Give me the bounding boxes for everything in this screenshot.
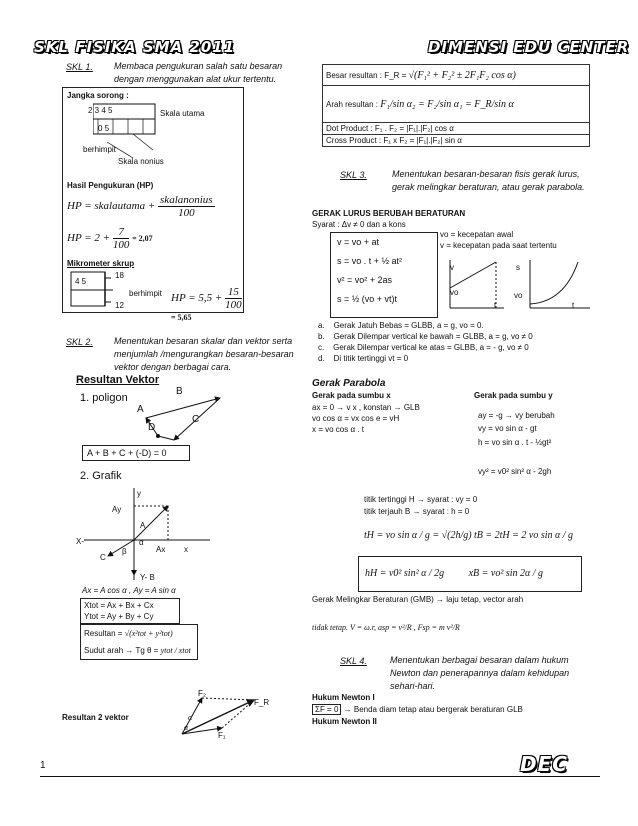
gmb-line1: Gerak Melingkar Beraturan (GMB) → laju tetap, vector arah [312, 595, 524, 604]
hp-example [67, 226, 153, 251]
graph-s-label: s [516, 263, 520, 272]
graph-vector-diagram [80, 480, 220, 585]
graph-vo-label: vo [450, 288, 459, 297]
angle-a1: α [188, 713, 193, 722]
sudut-formula: ytot / xtot [160, 646, 191, 655]
graph-t2-label: t [572, 301, 575, 310]
newton-1-text: → Benda diam tetap atau bergerak beraturan GLB [343, 705, 523, 714]
resultan-vektor-title: Resultan Vektor [76, 374, 160, 386]
axis-x: x [184, 545, 188, 554]
sudut-label: Sudut arah → Tg θ = [84, 646, 159, 655]
skl4-number: SKL 4. [340, 656, 367, 666]
case-a-text: Gerak Jatuh Bebas = GLBB, a = g, vo = 0. [333, 321, 484, 330]
poligon-equation: A + B + C + (-D) = 0 [82, 445, 190, 461]
resultan-formula: √(x²tot + y²tot) [124, 629, 173, 638]
label-berhimpit: berhimpit [83, 145, 116, 154]
hasil-title: Hasil Pengukuran (HP) [67, 181, 154, 190]
hp-formula [67, 194, 215, 219]
parabola-x1: ax = 0 → v x , konstan → GLB [312, 403, 420, 412]
parabola-x-heading: Gerak pada sumbu x [312, 391, 391, 400]
tbl-row3: Dot Product : F₁ . F₂ = |F₁|.|F₂| cos α [323, 123, 590, 135]
case-b-letter: b. [318, 332, 325, 341]
formula-tH: tH = vo sin α / g = √(2h/g) [364, 530, 472, 541]
jangka-title: Jangka sorong : [67, 91, 129, 100]
glbb-cases-list [318, 320, 533, 364]
skl1-text: Membaca pengukuran salah satu besaran dengan menggunakan alat ukur tertentu. [114, 61, 283, 84]
tbl-row2-formula: F₁/sin α₂ = F₂/sin α₁ = F_R/sin α [380, 98, 514, 110]
case-c-text: Gerak Dilempar vertical ke atas = GLBB, a = - g, vo ≠ 0 [333, 343, 529, 352]
vernier-scale-numbers: 0 5 [98, 124, 110, 133]
mikro-title: Mikrometer skrup [67, 259, 135, 268]
tbl-row2-label: Arah resultan : [326, 99, 379, 109]
glbb-f2: s = vo . t + ½ at² [337, 256, 403, 266]
parabola-title: Gerak Parabola [312, 378, 386, 389]
parabola-y-heading: Gerak pada sumbu y [474, 391, 553, 400]
hp-formula-num: skalanonius [160, 194, 213, 206]
header-left-title: SKL FISIKA SMA 2011 [34, 38, 236, 56]
case-d-letter: d. [318, 354, 325, 363]
hH-xB-box [358, 556, 582, 592]
tbl-row1-formula: √(F₁² + F₂² ± 2F₁F₂ cos α) [408, 69, 516, 81]
titik-terjauh: titik terjauh B → syarat : h = 0 [364, 507, 470, 516]
newton-1-heading: Hukum Newton I [312, 693, 375, 702]
angle-a2: α [184, 723, 189, 732]
graph-vo2-label: vo [514, 291, 523, 300]
resultant-formula-table [322, 64, 590, 147]
glbb-f4: s = ½ (vo + vt)t [337, 294, 398, 304]
page-number: 1 [40, 760, 46, 771]
glbb-f3: v² = vo² + 2as [337, 275, 393, 285]
graph-v-label: v [450, 263, 454, 272]
poligon-D: D [148, 422, 156, 433]
case-d-text: Di titik tertinggi vt = 0 [333, 354, 409, 363]
micrometer-hp-den: 100 [225, 299, 242, 311]
tbl-row4: Cross Product : F₁ x F₂ = |F₁|.|F₂| sin α [323, 135, 590, 147]
ytot-formula: Ytot = Ay + By + Cy [84, 612, 154, 621]
case-b-text: Gerak Dilempar vertical ke bawah = GLBB, a = g, vo ≠ 0 [333, 332, 533, 341]
resultan-box [80, 624, 198, 660]
header-right-title: DIMENSI EDU CENTER [428, 38, 630, 56]
formula-xB: xB = vo² sin 2α / g [468, 568, 544, 579]
parabola-y3: h = vo sin α . t - ½gt² [478, 438, 552, 447]
label-F1: F₁ [218, 731, 226, 740]
grafik-label: 2. Grafik [80, 470, 122, 482]
micrometer-hp-lhs: HP = 5,5 + [171, 292, 223, 305]
parabola-y2: vy = vo sin α - gt [478, 424, 537, 433]
newton-1-box: ΣF = 0 [312, 704, 341, 715]
axis-y: y [137, 489, 141, 498]
newton-2-heading: Hukum Newton II [312, 717, 377, 726]
measurement-box [62, 87, 244, 322]
micrometer-label: berhimpit [129, 289, 162, 298]
micrometer-18: 18 [115, 271, 124, 280]
skl2-text: Menentukan besaran skalar dan vektor serta menjumlah /mengurangkan besaran-besaran vektor dengan berbagai cara. [114, 336, 294, 372]
glbb-title: GERAK LURUS BERUBAH BERATURAN [312, 209, 466, 218]
titik-tertinggi: titik tertinggi H → syarat : vy = 0 [364, 495, 478, 504]
polygon-vector-diagram [130, 388, 230, 450]
tot-box [80, 598, 180, 624]
label-A-graph: A [140, 521, 146, 530]
axis-y-neg: Y- B [140, 573, 155, 582]
hp-example-den: 100 [112, 239, 130, 251]
skl1-number: SKL 1. [66, 62, 93, 72]
glbb-vo-def: vo = kecepatan awal [440, 230, 514, 239]
formula-hH: hH = v0² sin² α / 2g [365, 568, 445, 579]
glbb-f1: v = vo + at [337, 237, 380, 247]
newton-1-law [312, 704, 523, 715]
label-Ax: Ax [156, 545, 166, 554]
label-main-scale: Skala utama [160, 109, 205, 118]
hp-example-result: = 2,07 [132, 234, 153, 244]
parabola-y1: ay = -g → vy berubah [478, 411, 555, 420]
resultan-label: Resultan = [84, 629, 123, 638]
gmb-line2: tidak tetap. V = ω.r, asp = v²/R , Fsp = m v²/R [312, 623, 460, 632]
parabola-y4: vy² = v0² sin² α - 2gh [478, 467, 552, 476]
label-F2: F₂ [198, 689, 206, 698]
poligon-label: 1. poligon [80, 392, 128, 404]
axis-x-neg: X- [76, 537, 84, 546]
glbb-syarat: Syarat : Δv ≠ 0 dan a kons [312, 220, 406, 229]
poligon-C: C [192, 414, 200, 425]
angle-beta: β [122, 547, 127, 556]
hp-formula-lhs: HP = skalautama + [67, 200, 156, 213]
skl3-text: Menentukan besaran-besaran fisis gerak lurus, gerak melingkar beraturan, atau gerak parabola. [392, 169, 585, 192]
label-C-graph: C [100, 553, 106, 562]
poligon-A: A [137, 404, 144, 415]
label-Ay: Ay [112, 505, 122, 514]
case-a-letter: a. [318, 321, 325, 330]
skl2-number: SKL 2. [66, 337, 93, 347]
micrometer-hp-num: 15 [225, 286, 242, 299]
main-scale-numbers: 2 3 4 5 [88, 106, 113, 115]
case-c-letter: c. [318, 343, 325, 352]
label-nonius: Skala nonius [118, 157, 164, 166]
hp-formula-den: 100 [178, 207, 195, 219]
footer-rule [40, 776, 600, 777]
micrometer-scale: 4 5 [75, 277, 87, 286]
micrometer-hp-result: = 5,65 [171, 313, 192, 322]
skl3-number: SKL 3. [340, 170, 367, 180]
xtot-formula: Xtot = Ax + Bx + Cx [84, 601, 154, 610]
glbb-v-def: v = kecepatan pada saat tertentu [440, 241, 557, 250]
glbb-formula-box [330, 232, 438, 318]
hp-example-lhs: HP = 2 + [67, 232, 111, 245]
skl4-text: Menentukan berbagai besaran dalam hukum Newton dan penerapannya dalam kehidupan sehari-hari. [390, 655, 570, 691]
parabola-x3: x = vo cos α . t [312, 425, 364, 434]
micrometer-12: 12 [115, 301, 124, 310]
parabola-x2: vo cos α = vx cos e = vH [312, 414, 400, 423]
resultan-2-vektor-title: Resultan 2 vektor [62, 713, 129, 722]
dec-logo: DEC [520, 752, 568, 776]
poligon-B: B [176, 386, 183, 397]
tbl-row1-label: Besar resultan : F_R = [326, 70, 407, 80]
hp-example-num: 7 [113, 226, 130, 239]
angle-alpha: α [139, 538, 144, 547]
ax-ay-formula: Ax = A cos α , Ay = A sin α [82, 586, 176, 595]
graph-t-label: t [494, 301, 497, 310]
formula-tB: tB = 2tH = 2 vo sin α / g [474, 530, 574, 541]
micrometer-hp [171, 286, 243, 323]
label-FR: F_R [254, 698, 270, 707]
